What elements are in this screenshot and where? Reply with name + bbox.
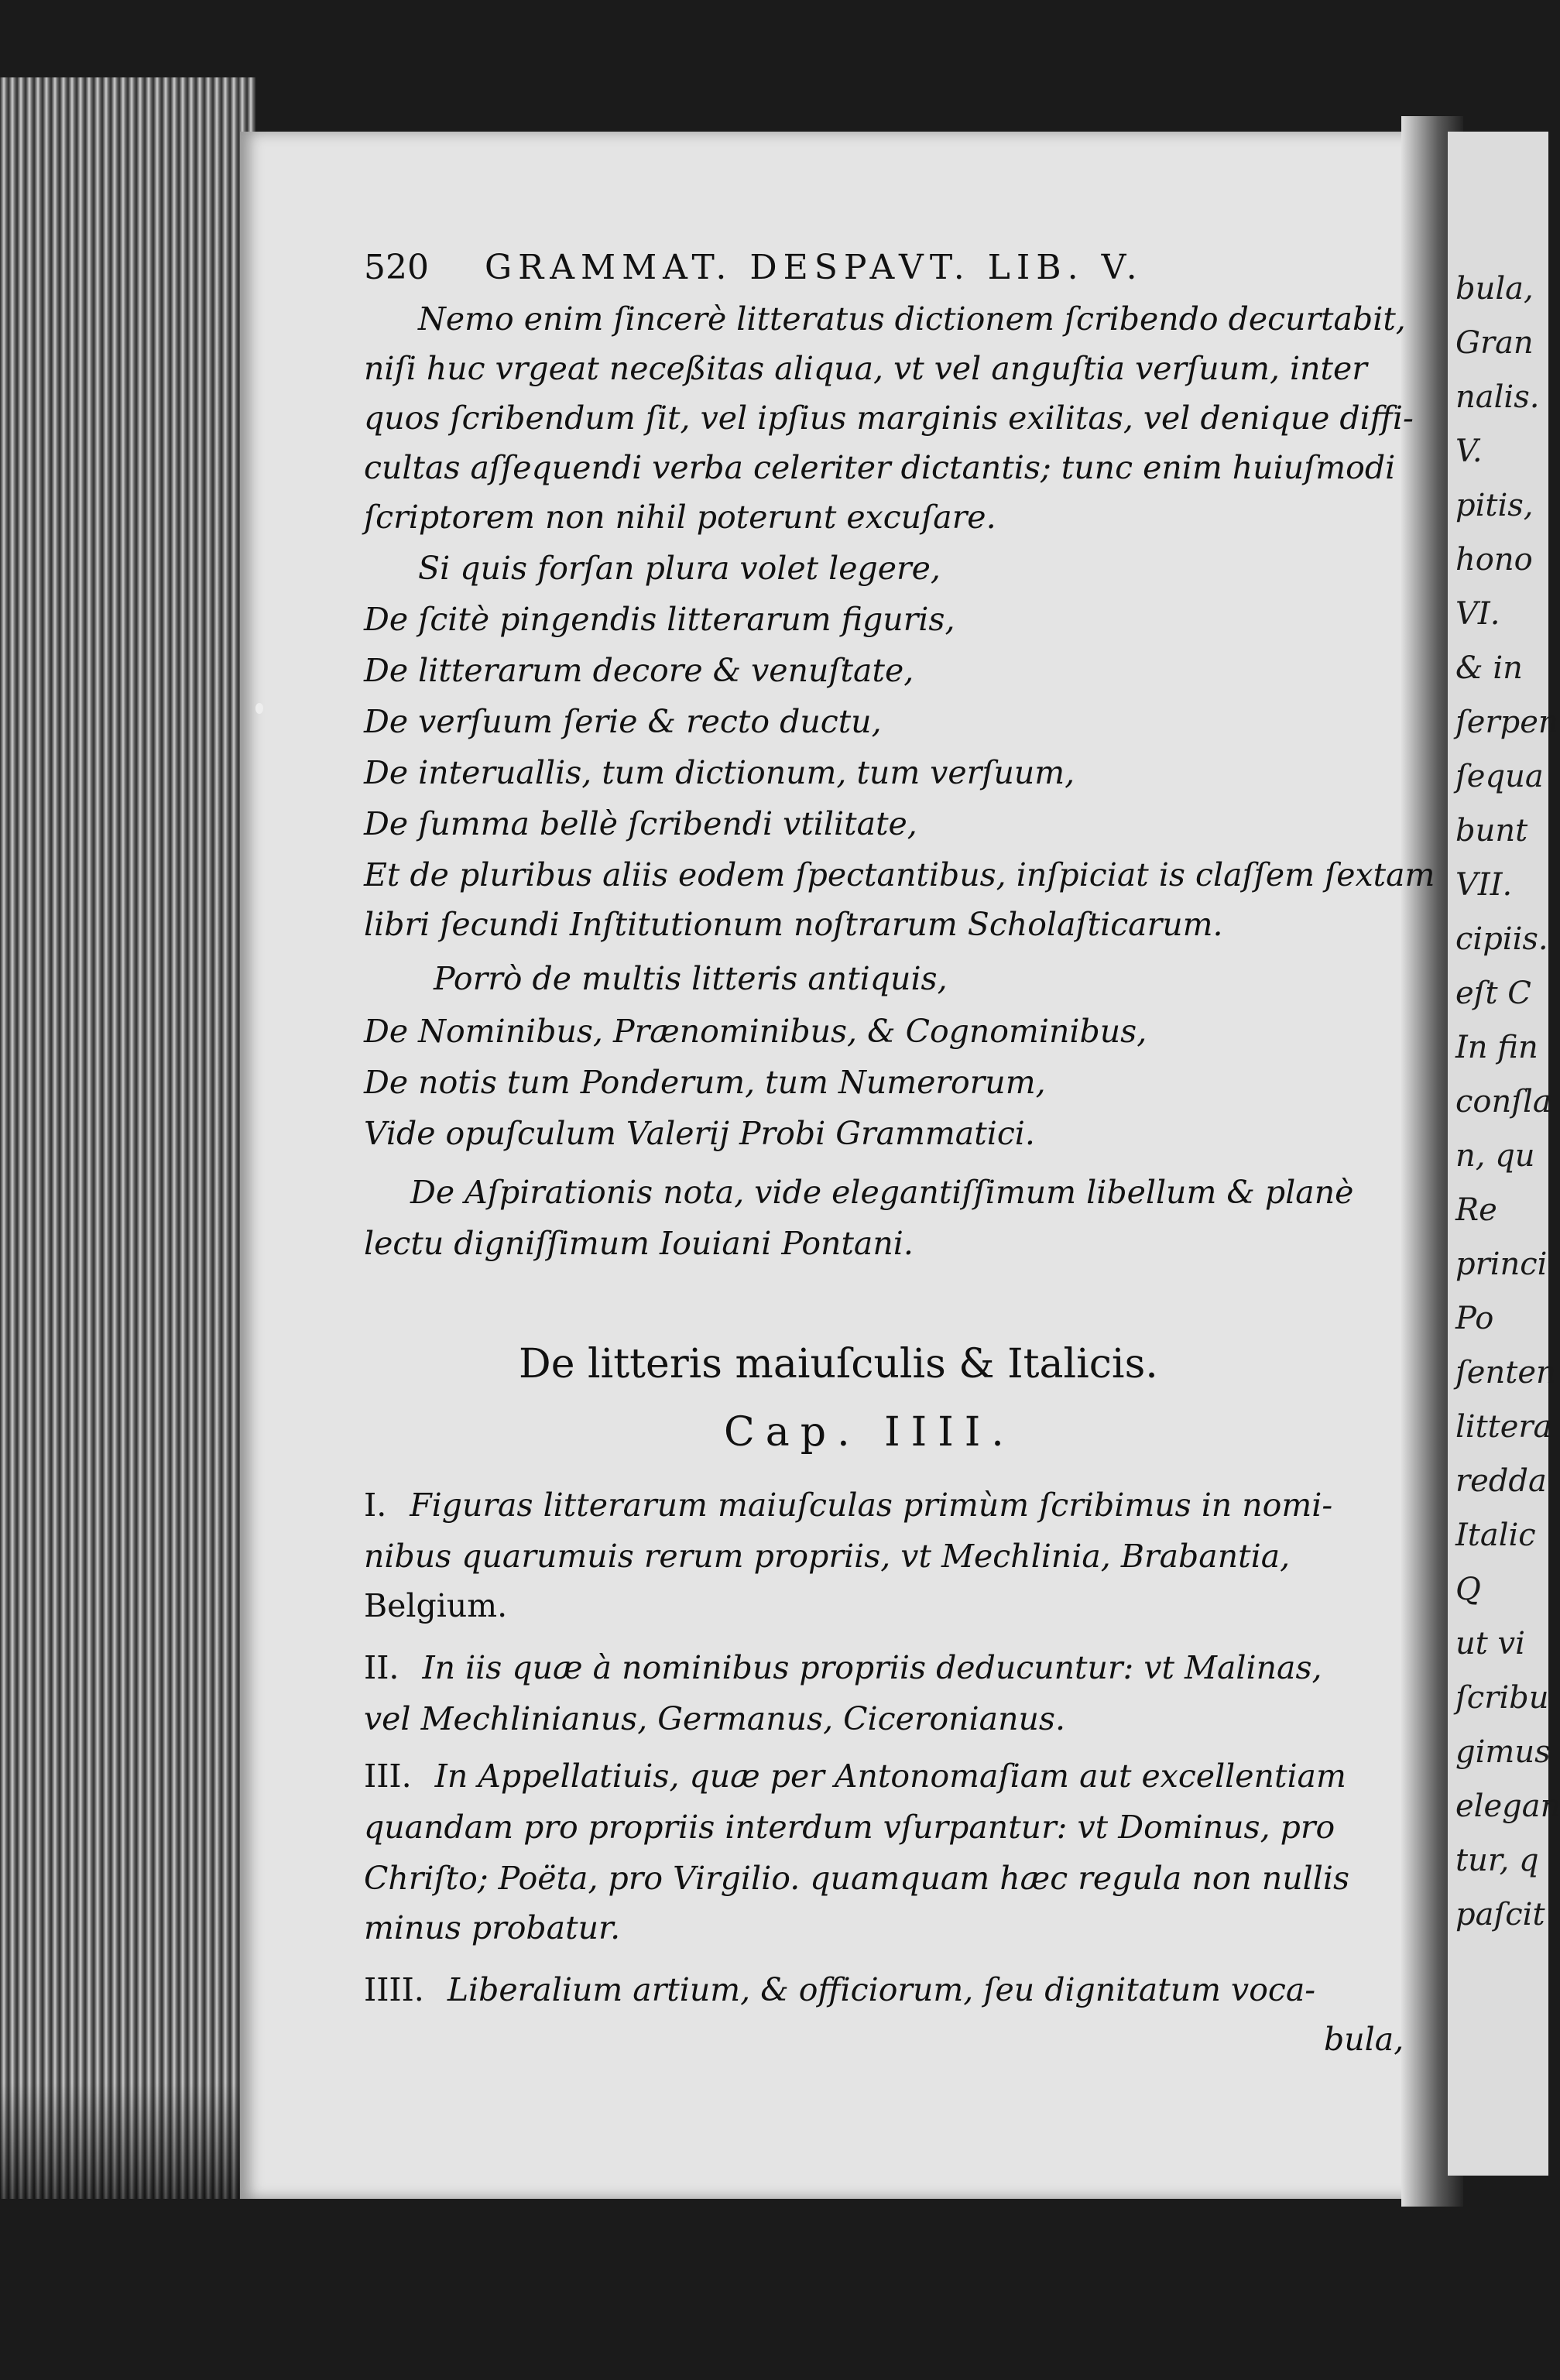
text-line: minus probatur. <box>364 1909 621 1946</box>
facing-page-fragment: ſerpen <box>1455 705 1558 740</box>
facing-page-fragment: n, qu <box>1455 1138 1535 1174</box>
page-number: 520 <box>364 248 429 287</box>
rule-number: I. <box>364 1487 387 1524</box>
chapter-title: Cap. IIII. <box>724 1409 1015 1456</box>
facing-page-fragment: ut vi <box>1455 1626 1525 1662</box>
facing-page-fragment: conſla <box>1455 1084 1551 1120</box>
facing-page-fragment: VII. <box>1455 867 1513 903</box>
facing-page-fragment: elegan <box>1455 1788 1560 1824</box>
text-line: De ſumma bellè ſcribendi vtilitate, <box>364 805 917 842</box>
text-line: De notis tum Ponderum, tum Numerorum, <box>364 1064 1046 1101</box>
facing-page-fragment: V. <box>1455 434 1483 469</box>
facing-page-fragment: paſcit <box>1455 1897 1545 1932</box>
rule-text: In iis quæ à nominibus propriis deducuntur: vt Malinas, <box>422 1649 1322 1686</box>
text-line: lectu digniſſimum Iouiani Pontani. <box>364 1225 914 1262</box>
facing-page-fragment: tur, q <box>1455 1843 1539 1878</box>
facing-page-fragment: littera <box>1455 1409 1552 1445</box>
facing-page-fragment: hono <box>1455 542 1533 578</box>
facing-page-fragment: princi <box>1455 1247 1548 1282</box>
rule-text: Figuras litterarum maiuſculas primùm ſcribimus in nomi- <box>410 1487 1333 1524</box>
rule-number: IIII. <box>364 1971 424 2008</box>
text-line: De verſuum ſerie & recto ductu, <box>364 703 882 740</box>
rule-line <box>364 1649 1322 1686</box>
facing-page-fragment: eſt C <box>1455 976 1531 1011</box>
text-line: bula, <box>1324 2021 1404 2058</box>
page-speck <box>255 703 263 714</box>
rule-line <box>364 1971 1315 2008</box>
rule-text: Liberalium artium, & officiorum, ſeu dignitatum voca- <box>447 1971 1316 2008</box>
text-line: Porrò de multis litteris antiquis, <box>434 960 948 997</box>
facing-page-fragment: Po <box>1455 1301 1494 1336</box>
rule-number: III. <box>364 1758 412 1795</box>
text-line: niſi huc vrgeat neceßitas aliqua, vt vel anguſtia verſuum, inter <box>364 350 1367 387</box>
page-edges-shadow <box>0 2083 255 2199</box>
facing-page-fragment: & in <box>1455 650 1523 686</box>
facing-page-fragment: VI. <box>1455 596 1500 632</box>
text-line: ſcriptorem non nihil poterunt excuſare. <box>364 499 996 536</box>
rule-line <box>364 1758 1346 1795</box>
facing-page-fragment: Italic <box>1455 1518 1536 1553</box>
text-line: Vide opuſculum Valerij Probi Grammatici. <box>364 1115 1035 1152</box>
facing-page-fragment: cipiis. <box>1455 921 1548 957</box>
text-line: Nemo enim ſincerè litteratus dictionem ſcribendo decurtabit, <box>418 300 1406 338</box>
facing-page-fragment: Gran <box>1455 325 1534 361</box>
facing-page-fragment: bula, <box>1455 271 1534 307</box>
text-line: nibus quarumuis rerum propriis, vt Mechlinia, Brabantia, <box>364 1538 1291 1575</box>
facing-page <box>1448 132 1560 2176</box>
text-line: De ſcitè pingendis litterarum figuris, <box>364 601 955 638</box>
text-line: De litterarum decore & venuſtate, <box>364 652 914 689</box>
text-line: cultas aſſequendi verba celeriter dictantis; tunc enim huiuſmodi <box>364 449 1396 486</box>
text-line: Chriſto; Poëta, pro Virgilio. quamquam hæc regula non nullis <box>364 1860 1350 1897</box>
facing-page-fragment: Q <box>1455 1572 1481 1607</box>
text-line: De interuallis, tum dictionum, tum verſuum, <box>364 754 1075 791</box>
facing-page-fragment: In fin <box>1455 1030 1538 1065</box>
text-line: quandam pro propriis interdum vſurpantur: vt Dominus, pro <box>364 1809 1335 1846</box>
facing-page-fragment: pitis, <box>1455 488 1534 523</box>
rule-text: In Appellatiuis, quæ per Antonomaſiam aut excellentiam <box>434 1758 1346 1795</box>
facing-page-fragment: nalis. <box>1455 379 1540 415</box>
text-line: De Nominibus, Prænominibus, & Cognominibus, <box>364 1013 1147 1050</box>
running-header <box>364 248 1143 287</box>
text-line: Et de pluribus aliis eodem ſpectantibus, inſpiciat is claſſem ſextam <box>364 856 1435 893</box>
text-line: quos ſcribendum ſit, vel ipſius marginis exilitas, vel denique diffi- <box>364 400 1414 437</box>
text-line: Si quis forſan plura volet legere, <box>418 550 941 587</box>
text-line: vel Mechlinianus, Germanus, Ciceronianus. <box>364 1700 1065 1737</box>
running-title: GRAMMAT. DESPAVT. LIB. V. <box>484 248 1143 287</box>
facing-page-fragment: ſcribu <box>1455 1680 1549 1716</box>
text-line: De Aſpirationis nota, vide elegantiſſimum libellum & planè <box>410 1174 1354 1211</box>
facing-page-fragment: bunt <box>1455 813 1528 849</box>
section-title: De litteris maiuſculis & Italicis. <box>519 1341 1158 1387</box>
facing-page-fragment: Re <box>1455 1192 1497 1228</box>
facing-page-fragment: ſenten <box>1455 1355 1556 1391</box>
facing-page-fragment: gimus <box>1455 1734 1551 1770</box>
text-line: libri ſecundi Inſtitutionum noſtrarum Scholaſticarum. <box>364 906 1223 943</box>
facing-page-fragment: redda <box>1455 1463 1547 1499</box>
text-line: Belgium. <box>364 1587 508 1624</box>
rule-line <box>364 1487 1332 1524</box>
facing-page-fragment: ſequa <box>1455 759 1544 794</box>
page-edges-stack <box>0 77 255 2199</box>
rule-number: II. <box>364 1649 399 1686</box>
